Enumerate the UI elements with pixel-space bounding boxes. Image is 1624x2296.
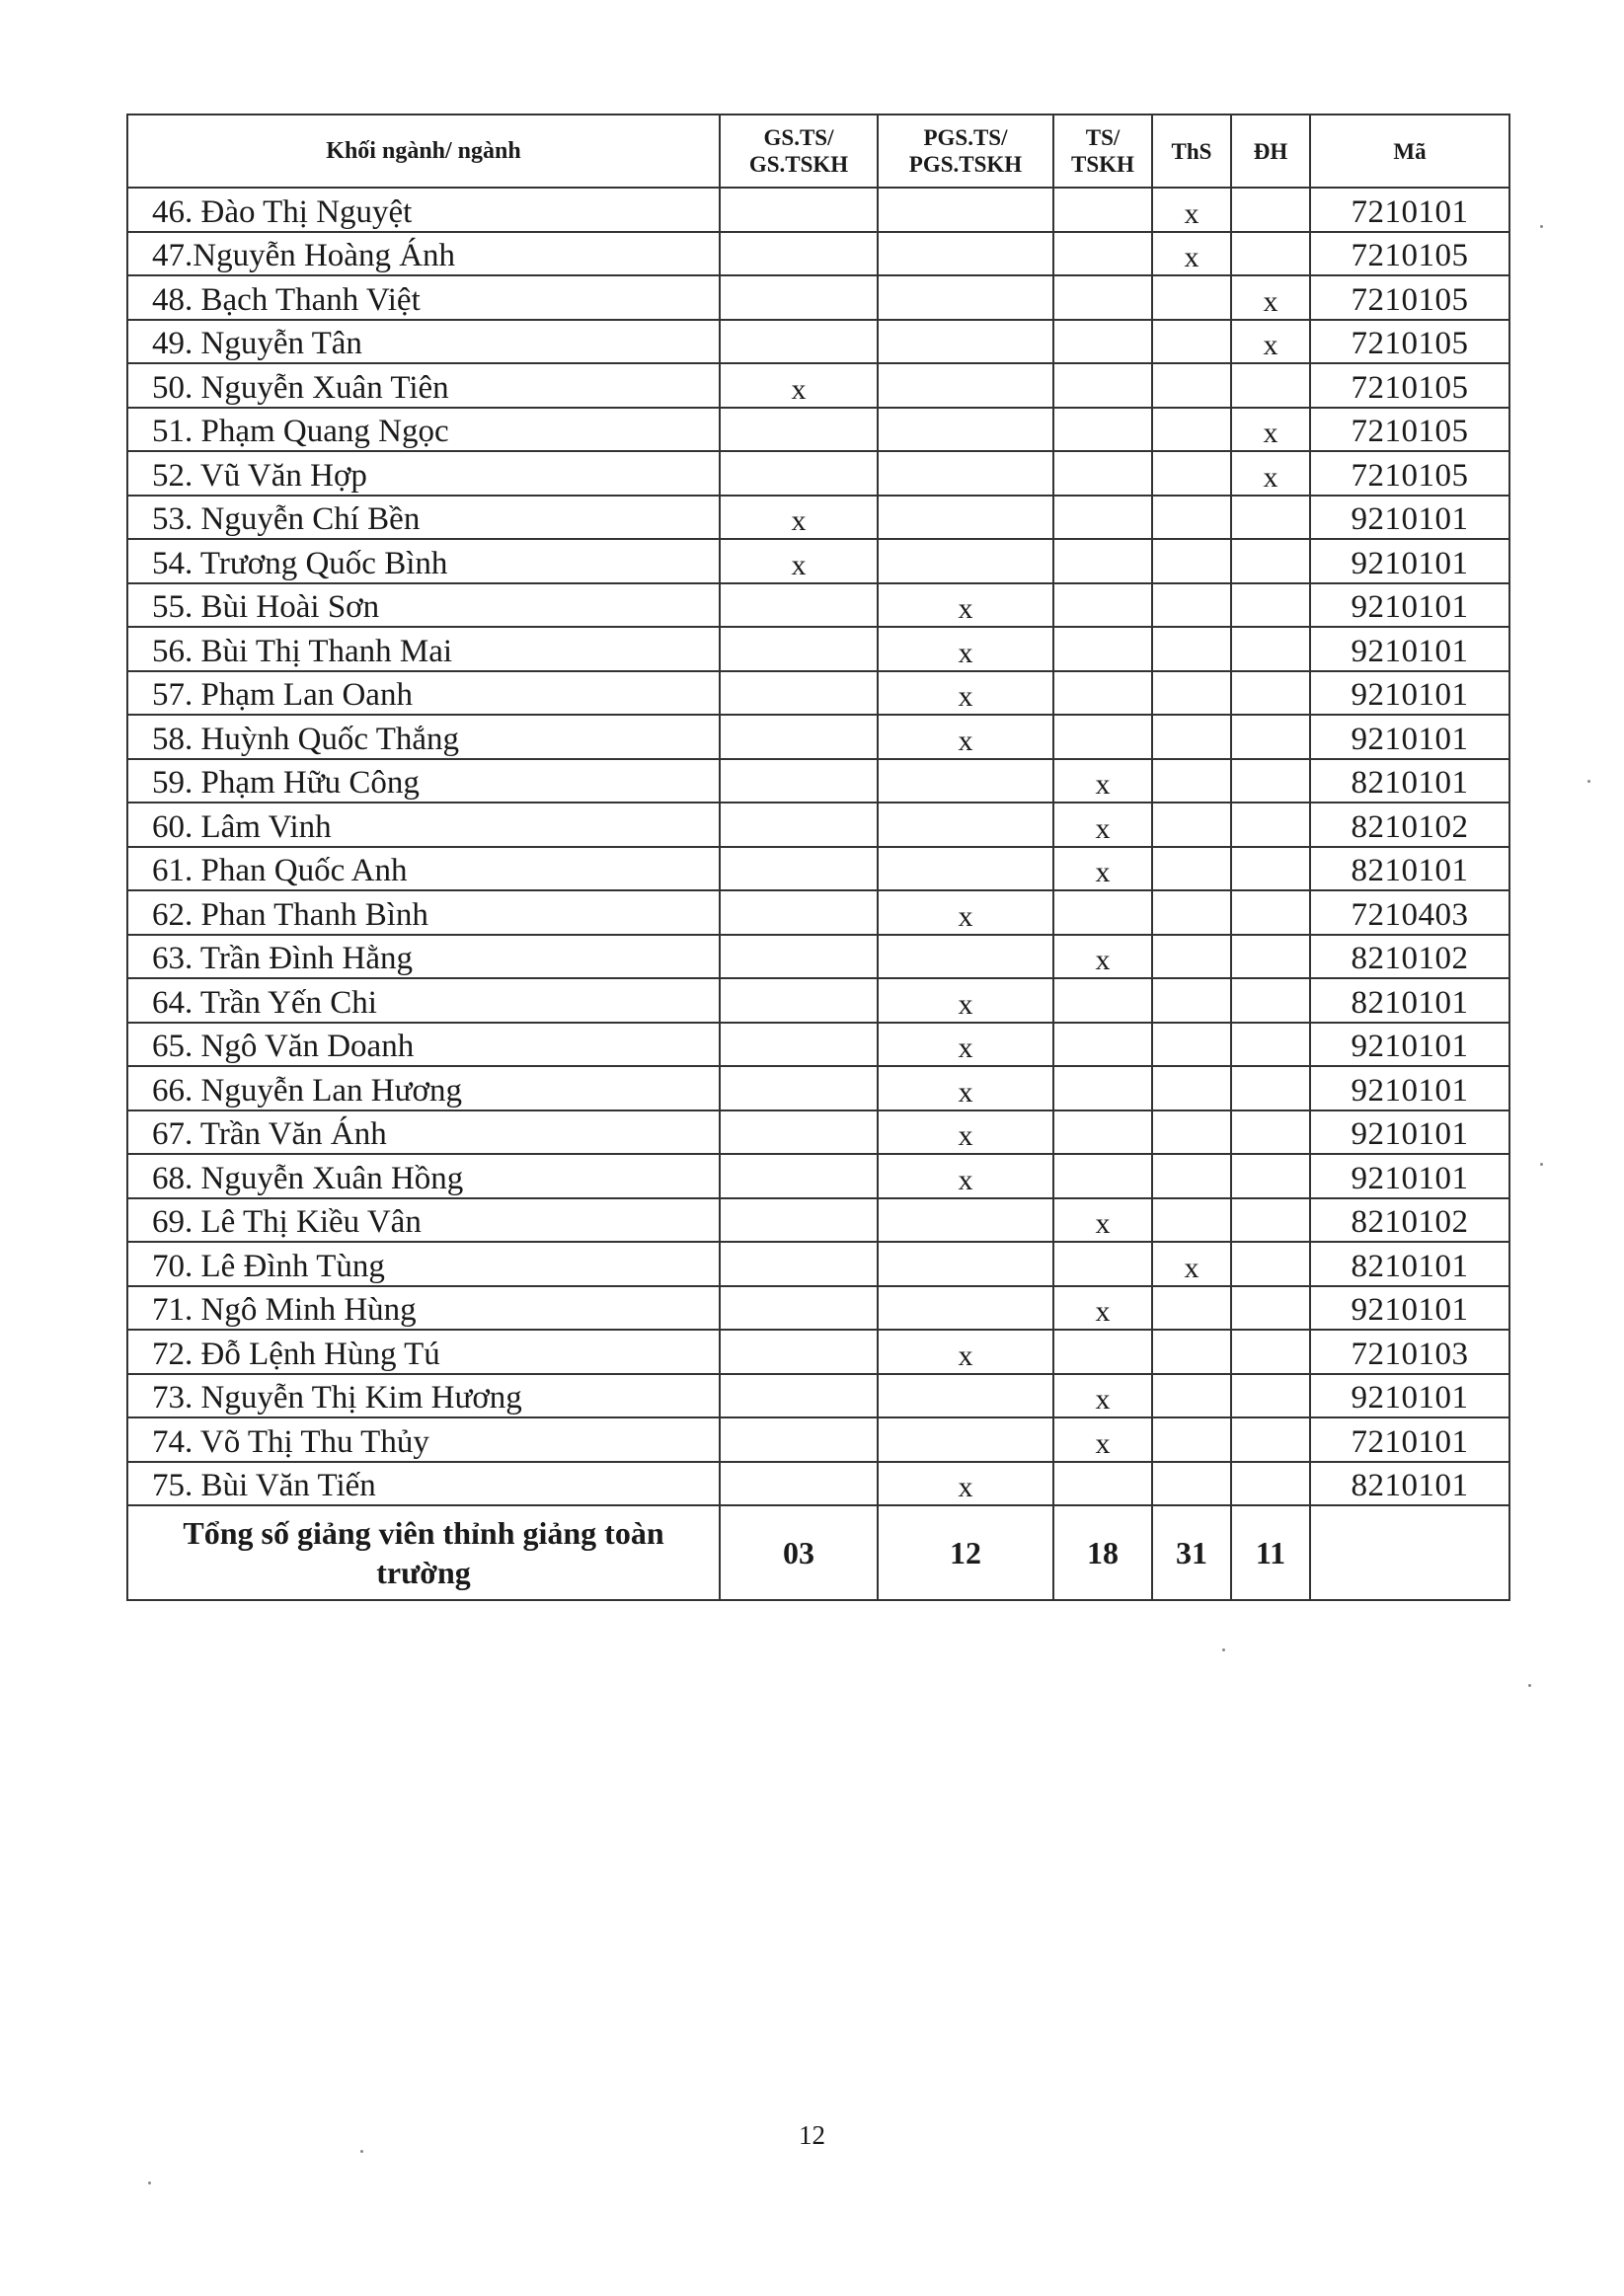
table-row <box>127 1110 1509 1155</box>
header-ts-line2: TSKH <box>1071 152 1134 177</box>
dh-mark: x <box>1231 451 1310 496</box>
lecturer-name: 64. Trần Yến Chi <box>127 978 720 1023</box>
dh-mark: x <box>1231 275 1310 320</box>
table-row <box>127 1417 1509 1462</box>
table-row <box>127 715 1509 759</box>
gs-mark <box>720 1154 878 1198</box>
ts-mark: x <box>1053 803 1152 847</box>
pgs-mark <box>878 1417 1053 1462</box>
dh-mark <box>1231 496 1310 540</box>
gs-mark <box>720 1374 878 1418</box>
ts-mark <box>1053 275 1152 320</box>
pgs-mark: x <box>878 1110 1053 1155</box>
pgs-mark: x <box>878 1330 1053 1374</box>
ths-mark <box>1152 715 1231 759</box>
pgs-mark <box>878 1198 1053 1243</box>
total-code <box>1310 1505 1509 1600</box>
pgs-mark <box>878 188 1053 232</box>
gs-mark <box>720 320 878 364</box>
ths-mark <box>1152 320 1231 364</box>
table-row <box>127 320 1509 364</box>
ths-mark: x <box>1152 1242 1231 1286</box>
lecturer-name: 65. Ngô Văn Doanh <box>127 1023 720 1067</box>
table-row <box>127 1154 1509 1198</box>
gs-mark <box>720 847 878 891</box>
header-discipline: Khối ngành/ ngành <box>127 115 720 188</box>
table-row <box>127 847 1509 891</box>
dh-mark <box>1231 1330 1310 1374</box>
major-code: 7210101 <box>1310 1417 1509 1462</box>
gs-mark <box>720 232 878 276</box>
ts-mark: x <box>1053 759 1152 804</box>
pgs-mark: x <box>878 890 1053 935</box>
table-row <box>127 1242 1509 1286</box>
ts-mark <box>1053 232 1152 276</box>
header-pgs-line2: PGS.TSKH <box>908 152 1023 177</box>
lecturer-name: 62. Phan Thanh Bình <box>127 890 720 935</box>
header-pgs <box>878 115 1053 188</box>
dh-mark <box>1231 1242 1310 1286</box>
major-code: 8210102 <box>1310 935 1509 979</box>
table-row <box>127 1330 1509 1374</box>
table-row <box>127 1462 1509 1506</box>
dh-mark <box>1231 1198 1310 1243</box>
scan-speck <box>1540 1163 1543 1166</box>
major-code: 9210101 <box>1310 627 1509 671</box>
ths-mark <box>1152 978 1231 1023</box>
header-code: Mã <box>1310 115 1509 188</box>
header-ts <box>1053 115 1152 188</box>
ts-mark <box>1053 627 1152 671</box>
major-code: 7210101 <box>1310 188 1509 232</box>
major-code: 9210101 <box>1310 1286 1509 1331</box>
major-code: 9210101 <box>1310 1374 1509 1418</box>
major-code: 9210101 <box>1310 1110 1509 1155</box>
table-body <box>127 188 1509 1600</box>
pgs-mark <box>878 1374 1053 1418</box>
ths-mark <box>1152 275 1231 320</box>
lecturer-name: 47.Nguyễn Hoàng Ánh <box>127 232 720 276</box>
dh-mark: x <box>1231 320 1310 364</box>
ts-mark <box>1053 363 1152 408</box>
table-row <box>127 1066 1509 1110</box>
lecturer-name: 60. Lâm Vinh <box>127 803 720 847</box>
header-ts-line1: TS/ <box>1085 125 1121 150</box>
gs-mark <box>720 1198 878 1243</box>
total-ts: 18 <box>1053 1505 1152 1600</box>
gs-mark <box>720 671 878 716</box>
major-code: 9210101 <box>1310 1066 1509 1110</box>
pgs-mark: x <box>878 978 1053 1023</box>
gs-mark: x <box>720 539 878 583</box>
dh-mark <box>1231 890 1310 935</box>
lecturer-name: 73. Nguyễn Thị Kim Hương <box>127 1374 720 1418</box>
table-row <box>127 363 1509 408</box>
lecturer-name: 51. Phạm Quang Ngọc <box>127 408 720 452</box>
pgs-mark <box>878 803 1053 847</box>
ts-mark <box>1053 1242 1152 1286</box>
gs-mark <box>720 1242 878 1286</box>
lecturer-name: 59. Phạm Hữu Công <box>127 759 720 804</box>
ths-mark <box>1152 935 1231 979</box>
lecturer-table <box>126 114 1510 1601</box>
dh-mark <box>1231 627 1310 671</box>
lecturer-name: 54. Trương Quốc Bình <box>127 539 720 583</box>
pgs-mark: x <box>878 627 1053 671</box>
ths-mark <box>1152 496 1231 540</box>
ts-mark: x <box>1053 935 1152 979</box>
pgs-mark <box>878 496 1053 540</box>
ths-mark <box>1152 1110 1231 1155</box>
dh-mark <box>1231 1462 1310 1506</box>
lecturer-name: 52. Vũ Văn Hợp <box>127 451 720 496</box>
ths-mark <box>1152 539 1231 583</box>
scan-speck <box>1528 1684 1531 1687</box>
ts-mark <box>1053 583 1152 628</box>
ts-mark <box>1053 496 1152 540</box>
ts-mark: x <box>1053 1286 1152 1331</box>
lecturer-name: 67. Trần Văn Ánh <box>127 1110 720 1155</box>
major-code: 8210101 <box>1310 1242 1509 1286</box>
gs-mark <box>720 1462 878 1506</box>
header-ths: ThS <box>1152 115 1231 188</box>
major-code: 8210101 <box>1310 759 1509 804</box>
gs-mark <box>720 715 878 759</box>
header-gs <box>720 115 878 188</box>
pgs-mark <box>878 320 1053 364</box>
pgs-mark: x <box>878 1023 1053 1067</box>
table-row <box>127 935 1509 979</box>
gs-mark <box>720 1023 878 1067</box>
ths-mark <box>1152 1286 1231 1331</box>
ths-mark <box>1152 1374 1231 1418</box>
gs-mark <box>720 275 878 320</box>
pgs-mark <box>878 539 1053 583</box>
total-dh: 11 <box>1231 1505 1310 1600</box>
lecturer-name: 55. Bùi Hoài Sơn <box>127 583 720 628</box>
pgs-mark: x <box>878 1462 1053 1506</box>
ts-mark <box>1053 1330 1152 1374</box>
ts-mark: x <box>1053 1417 1152 1462</box>
lecturer-name: 53. Nguyễn Chí Bền <box>127 496 720 540</box>
header-pgs-line1: PGS.TS/ <box>923 125 1008 150</box>
pgs-mark <box>878 408 1053 452</box>
ts-mark <box>1053 1023 1152 1067</box>
table-row <box>127 890 1509 935</box>
table-row <box>127 496 1509 540</box>
lecturer-name: 71. Ngô Minh Hùng <box>127 1286 720 1331</box>
lecturer-name: 49. Nguyễn Tân <box>127 320 720 364</box>
lecturer-name: 68. Nguyễn Xuân Hồng <box>127 1154 720 1198</box>
gs-mark <box>720 408 878 452</box>
major-code: 9210101 <box>1310 715 1509 759</box>
gs-mark <box>720 978 878 1023</box>
gs-mark <box>720 1286 878 1331</box>
lecturer-name: 50. Nguyễn Xuân Tiên <box>127 363 720 408</box>
major-code: 7210105 <box>1310 232 1509 276</box>
ts-mark <box>1053 320 1152 364</box>
scan-speck <box>1540 225 1543 228</box>
table-row <box>127 188 1509 232</box>
lecturer-name: 56. Bùi Thị Thanh Mai <box>127 627 720 671</box>
ths-mark: x <box>1152 232 1231 276</box>
dh-mark <box>1231 978 1310 1023</box>
major-code: 9210101 <box>1310 583 1509 628</box>
pgs-mark: x <box>878 715 1053 759</box>
dh-mark <box>1231 363 1310 408</box>
gs-mark <box>720 188 878 232</box>
table-row <box>127 1286 1509 1331</box>
major-code: 8210101 <box>1310 1462 1509 1506</box>
gs-mark: x <box>720 496 878 540</box>
lecturer-name: 69. Lê Thị Kiều Vân <box>127 1198 720 1243</box>
lecturer-name: 74. Võ Thị Thu Thủy <box>127 1417 720 1462</box>
lecturer-name: 46. Đào Thị Nguyệt <box>127 188 720 232</box>
table-row <box>127 451 1509 496</box>
major-code: 7210105 <box>1310 451 1509 496</box>
table-header <box>127 115 1509 188</box>
table-row <box>127 1023 1509 1067</box>
lecturer-name: 75. Bùi Văn Tiến <box>127 1462 720 1506</box>
header-dh: ĐH <box>1231 115 1310 188</box>
major-code: 7210403 <box>1310 890 1509 935</box>
scan-speck <box>1222 1648 1225 1651</box>
table-row <box>127 803 1509 847</box>
scan-speck <box>148 2181 151 2184</box>
dh-mark <box>1231 671 1310 716</box>
major-code: 9210101 <box>1310 1023 1509 1067</box>
ths-mark <box>1152 847 1231 891</box>
total-label: Tổng số giảng viên thỉnh giảng toàn trường <box>127 1505 720 1600</box>
gs-mark <box>720 583 878 628</box>
table-row <box>127 759 1509 804</box>
ths-mark <box>1152 759 1231 804</box>
major-code: 8210101 <box>1310 847 1509 891</box>
ts-mark <box>1053 1154 1152 1198</box>
ts-mark <box>1053 1110 1152 1155</box>
table-row <box>127 627 1509 671</box>
total-row <box>127 1505 1509 1600</box>
table-row <box>127 1374 1509 1418</box>
ths-mark <box>1152 671 1231 716</box>
page-number: 12 <box>799 2120 825 2150</box>
major-code: 7210105 <box>1310 320 1509 364</box>
dh-mark <box>1231 1417 1310 1462</box>
pgs-mark: x <box>878 1066 1053 1110</box>
dh-mark <box>1231 232 1310 276</box>
scan-speck <box>360 2150 363 2153</box>
ths-mark <box>1152 363 1231 408</box>
pgs-mark <box>878 363 1053 408</box>
dh-mark <box>1231 1154 1310 1198</box>
table-row <box>127 539 1509 583</box>
header-gs-line1: GS.TS/ <box>763 125 834 150</box>
pgs-mark <box>878 232 1053 276</box>
dh-mark <box>1231 1023 1310 1067</box>
gs-mark <box>720 1330 878 1374</box>
lecturer-name: 61. Phan Quốc Anh <box>127 847 720 891</box>
major-code: 9210101 <box>1310 1154 1509 1198</box>
gs-mark <box>720 890 878 935</box>
dh-mark <box>1231 803 1310 847</box>
ths-mark <box>1152 1198 1231 1243</box>
ts-mark <box>1053 1066 1152 1110</box>
ths-mark <box>1152 1066 1231 1110</box>
gs-mark: x <box>720 363 878 408</box>
ts-mark <box>1053 408 1152 452</box>
ths-mark <box>1152 451 1231 496</box>
gs-mark <box>720 1066 878 1110</box>
table-row <box>127 1198 1509 1243</box>
ts-mark: x <box>1053 1198 1152 1243</box>
dh-mark <box>1231 1066 1310 1110</box>
dh-mark <box>1231 1110 1310 1155</box>
lecturer-name: 66. Nguyễn Lan Hương <box>127 1066 720 1110</box>
ths-mark <box>1152 1330 1231 1374</box>
ts-mark <box>1053 539 1152 583</box>
ths-mark <box>1152 1154 1231 1198</box>
ts-mark <box>1053 671 1152 716</box>
pgs-mark <box>878 1242 1053 1286</box>
pgs-mark <box>878 1286 1053 1331</box>
pgs-mark <box>878 759 1053 804</box>
table-row <box>127 232 1509 276</box>
ths-mark <box>1152 803 1231 847</box>
gs-mark <box>720 759 878 804</box>
pgs-mark <box>878 935 1053 979</box>
pgs-mark <box>878 847 1053 891</box>
ts-mark <box>1053 451 1152 496</box>
ths-mark <box>1152 1462 1231 1506</box>
header-gs-line2: GS.TSKH <box>748 152 849 177</box>
gs-mark <box>720 1110 878 1155</box>
major-code: 9210101 <box>1310 671 1509 716</box>
pgs-mark: x <box>878 583 1053 628</box>
lecturer-name: 57. Phạm Lan Oanh <box>127 671 720 716</box>
dh-mark <box>1231 583 1310 628</box>
major-code: 8210101 <box>1310 978 1509 1023</box>
dh-mark <box>1231 715 1310 759</box>
dh-mark: x <box>1231 408 1310 452</box>
major-code: 7210103 <box>1310 1330 1509 1374</box>
table-row <box>127 583 1509 628</box>
major-code: 9210101 <box>1310 496 1509 540</box>
ths-mark <box>1152 1023 1231 1067</box>
ts-mark <box>1053 1462 1152 1506</box>
total-ths: 31 <box>1152 1505 1231 1600</box>
dh-mark <box>1231 759 1310 804</box>
lecturer-name: 58. Huỳnh Quốc Thắng <box>127 715 720 759</box>
table-row <box>127 275 1509 320</box>
lecturer-name: 72. Đỗ Lệnh Hùng Tú <box>127 1330 720 1374</box>
ths-mark <box>1152 583 1231 628</box>
pgs-mark: x <box>878 671 1053 716</box>
pgs-mark: x <box>878 1154 1053 1198</box>
table-row <box>127 408 1509 452</box>
ts-mark <box>1053 188 1152 232</box>
ts-mark <box>1053 715 1152 759</box>
dh-mark <box>1231 188 1310 232</box>
ts-mark: x <box>1053 847 1152 891</box>
total-pgs: 12 <box>878 1505 1053 1600</box>
total-gs: 03 <box>720 1505 878 1600</box>
ths-mark <box>1152 890 1231 935</box>
ts-mark <box>1053 978 1152 1023</box>
gs-mark <box>720 935 878 979</box>
pgs-mark <box>878 275 1053 320</box>
lecturer-name: 63. Trần Đình Hằng <box>127 935 720 979</box>
ths-mark <box>1152 627 1231 671</box>
dh-mark <box>1231 1374 1310 1418</box>
dh-mark <box>1231 1286 1310 1331</box>
pgs-mark <box>878 451 1053 496</box>
table-row <box>127 978 1509 1023</box>
gs-mark <box>720 1417 878 1462</box>
gs-mark <box>720 451 878 496</box>
ths-mark: x <box>1152 188 1231 232</box>
ts-mark: x <box>1053 1374 1152 1418</box>
major-code: 9210101 <box>1310 539 1509 583</box>
dh-mark <box>1231 847 1310 891</box>
lecturer-name: 48. Bạch Thanh Việt <box>127 275 720 320</box>
scan-speck <box>1587 780 1590 783</box>
gs-mark <box>720 627 878 671</box>
major-code: 8210102 <box>1310 803 1509 847</box>
ths-mark <box>1152 408 1231 452</box>
major-code: 7210105 <box>1310 275 1509 320</box>
table-row <box>127 671 1509 716</box>
gs-mark <box>720 803 878 847</box>
major-code: 7210105 <box>1310 408 1509 452</box>
dh-mark <box>1231 935 1310 979</box>
major-code: 8210102 <box>1310 1198 1509 1243</box>
dh-mark <box>1231 539 1310 583</box>
lecturer-name: 70. Lê Đình Tùng <box>127 1242 720 1286</box>
ts-mark <box>1053 890 1152 935</box>
major-code: 7210105 <box>1310 363 1509 408</box>
ths-mark <box>1152 1417 1231 1462</box>
